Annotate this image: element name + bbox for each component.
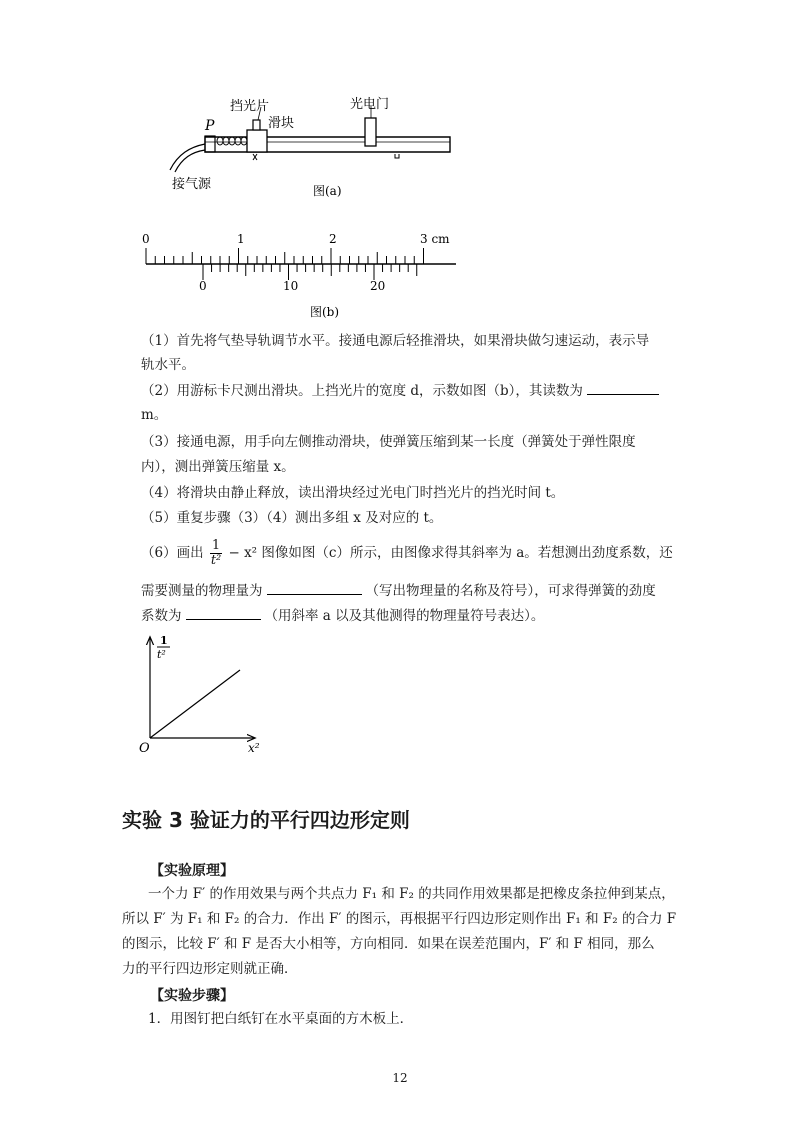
vernier-label-0: 0	[199, 279, 207, 293]
step-2-text: （2）用游标卡尺测出滑块。上挡光片的宽度 d，示数如图（b），其读数为	[141, 383, 583, 399]
main-label-2: 2	[329, 232, 337, 246]
principle-line-3: 的图示，比较 F′ 和 F 是否大小相等，方向相同．如果在误差范围内，F′ 和 F 相同，那么	[122, 936, 655, 952]
main-label-0: 0	[142, 232, 150, 246]
figure-a-caption: 图(a)	[313, 184, 342, 198]
step-2-line-1	[141, 382, 663, 400]
step-1-line-2: 轨水平。	[141, 357, 195, 373]
step-3-line-1: （3）接通电源，用手向左侧推动滑块，使弹簧压缩到某一长度（弹簧处于弹性限度	[141, 434, 636, 450]
label-shutter: 挡光片	[230, 99, 270, 114]
label-photogate: 光电门	[350, 97, 390, 112]
graph-c	[134, 630, 274, 760]
graph-line	[150, 670, 240, 738]
vernier-label-20: 20	[370, 279, 386, 293]
step-6-line-3	[141, 607, 544, 625]
spring	[217, 137, 247, 145]
label-slider: 滑块	[268, 116, 295, 131]
vernier-scale	[130, 228, 470, 324]
air-track-diagram	[150, 92, 460, 202]
step-6-line-2	[141, 582, 656, 600]
experiment-step-1: 1．用图钉把白纸钉在水平桌面的方木板上．	[148, 1011, 414, 1027]
section-title: 实验 3 验证力的平行四边形定则	[122, 808, 410, 832]
principle-line-4: 力的平行四边形定则就正确．	[122, 961, 298, 977]
principle-line-1: 一个力 F′ 的作用效果与两个共点力 F₁ 和 F₂ 的共同作用效果都是把橡皮条拉伸到某点，	[148, 886, 675, 902]
y-label-num: 1	[160, 634, 168, 647]
answer-blank-quantity[interactable]	[267, 582, 362, 595]
answer-blank-stiffness[interactable]	[186, 607, 261, 620]
answer-blank-reading[interactable]	[587, 382, 659, 395]
slider-block	[247, 130, 267, 152]
step-3-line-2: 内），测出弹簧压缩量 x。	[141, 459, 295, 475]
step-6-suffix: − x² 图像如图（c）所示，由图像求得其斜率为 a。若想测出劲度系数，还	[228, 545, 673, 561]
step-6-line-3-b: （用斜率 a 以及其他测得的物理量符号表达）。	[264, 608, 545, 624]
main-label-1: 1	[237, 232, 245, 246]
step-2-line-2: m。	[141, 407, 168, 423]
main-label-3: 3 cm	[420, 232, 450, 246]
photogate	[365, 118, 376, 146]
figure-b	[130, 228, 470, 324]
step-4: （4）将滑块由静止释放，读出滑块经过光电门时挡光片的挡光时间 t。	[141, 485, 565, 501]
step-1-line-1: （1）首先将气垫导轨调节水平。接通电源后轻推滑块，如果滑块做匀速运动，表示导	[141, 333, 650, 349]
principle-heading: 【实验原理】	[150, 863, 234, 879]
fraction-denominator: t²	[210, 553, 222, 568]
step-5: （5）重复步骤（3）（4）测出多组 x 及对应的 t。	[141, 510, 443, 526]
y-label-den: t²	[157, 648, 166, 661]
figure-c	[134, 630, 274, 760]
step-6-line-3-a: 系数为	[141, 608, 182, 624]
vernier-label-10: 10	[283, 279, 299, 293]
step-6-prefix: （6）画出	[141, 545, 204, 561]
label-air-source: 接气源	[172, 177, 212, 192]
shutter	[253, 120, 260, 130]
figure-b-caption: 图(b)	[310, 305, 340, 319]
fraction-one-over-t-squared	[210, 539, 222, 568]
x-label: x²	[248, 741, 260, 755]
step-6-line-1	[141, 538, 673, 568]
figure-a	[150, 92, 460, 202]
principle-line-2: 所以 F′ 为 F₁ 和 F₂ 的合力．作出 F′ 的图示，再根据平行四边形定则作出 F₁ 和 F₂ 的合力 F	[122, 911, 677, 927]
label-p: P	[205, 118, 215, 134]
step-6-line-2-a: 需要测量的物理量为	[141, 583, 263, 599]
fraction-numerator: 1	[211, 538, 221, 553]
step-6-line-2-b: （写出物理量的名称及符号），可求得弹簧的劲度	[365, 583, 656, 599]
steps-heading: 【实验步骤】	[150, 988, 234, 1004]
page-number: 12	[392, 1071, 408, 1085]
origin-label: O	[139, 741, 150, 756]
